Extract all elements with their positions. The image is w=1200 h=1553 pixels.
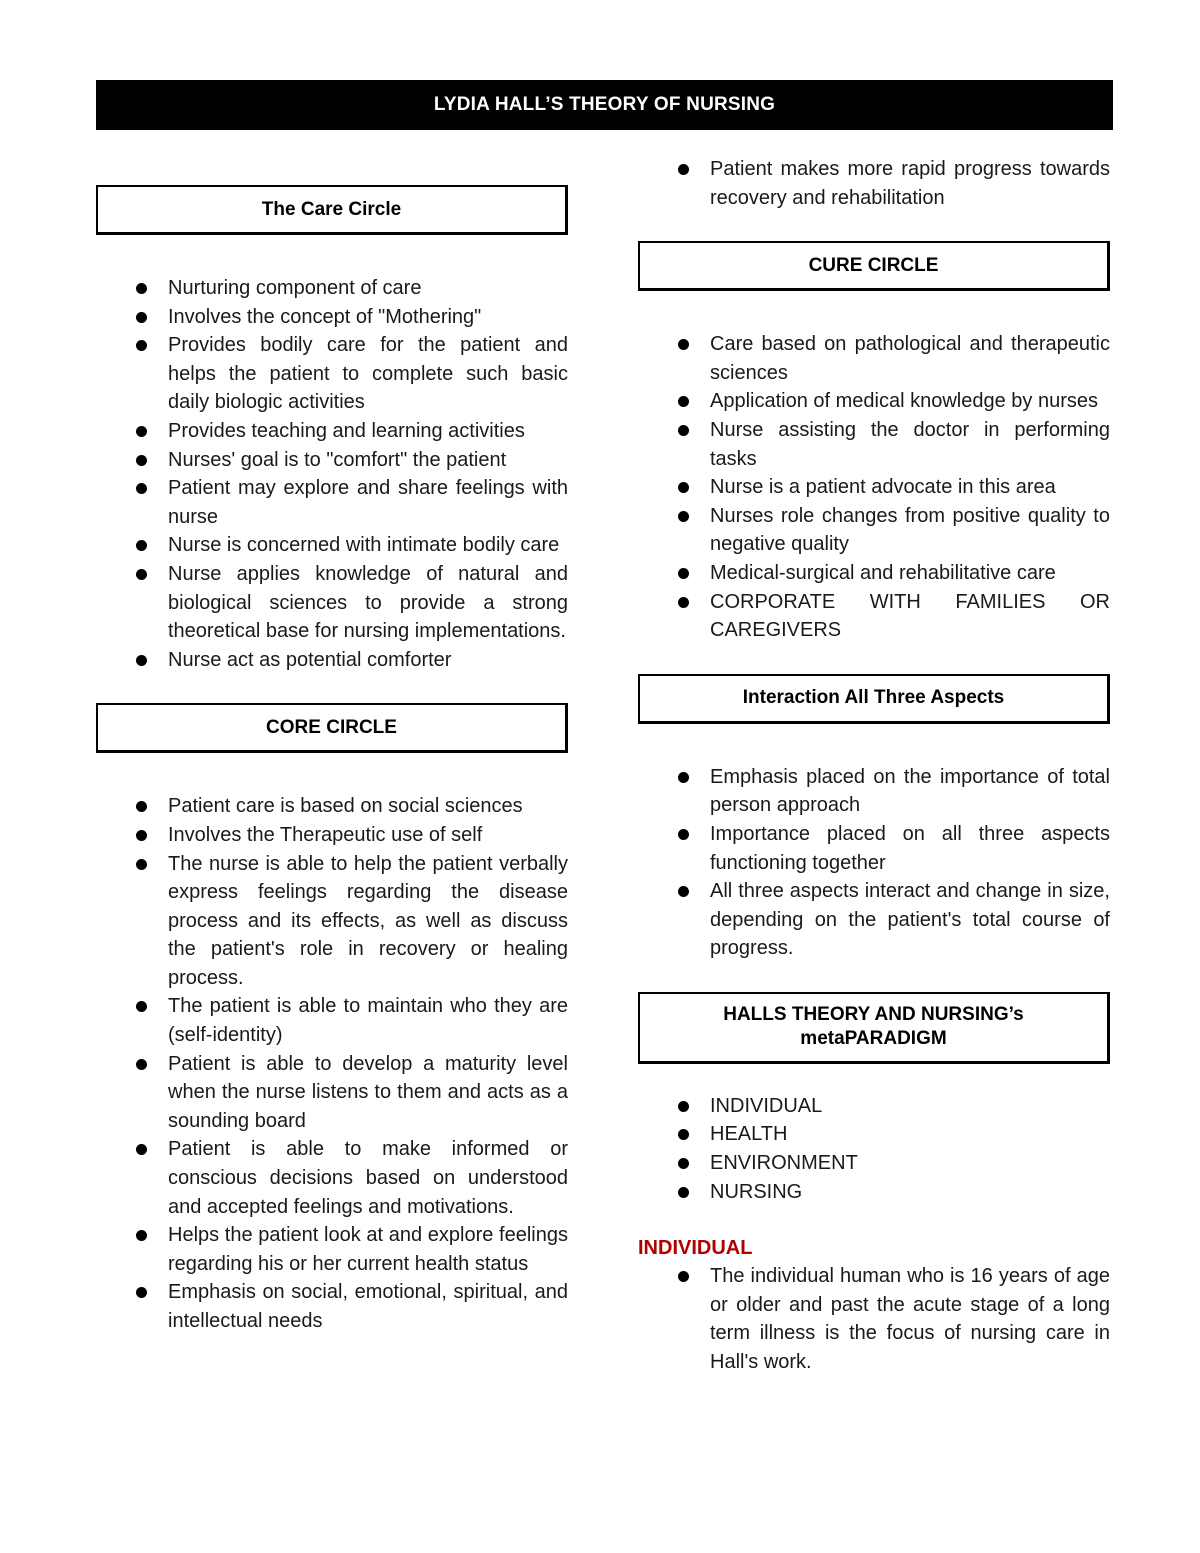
list-item <box>96 850 568 993</box>
bullet-icon <box>136 830 147 841</box>
care-circle-heading: The Care Circle <box>96 185 568 235</box>
list-item-text: NURSING <box>710 1180 803 1203</box>
list-item-text: Patient is able to make informed or conscious decisions based on understood and accepted feelings and motivations. <box>168 1138 568 1218</box>
list-item-text: Patient care is based on social sciences <box>168 795 523 818</box>
metaparadigm-heading <box>638 992 1110 1064</box>
bullet-icon <box>136 340 147 351</box>
list-item <box>638 1120 1110 1149</box>
list-item-text: Involves the concept of "Mothering" <box>168 305 482 328</box>
list-item <box>96 1050 568 1136</box>
list-item <box>638 387 1110 416</box>
list-item-text: Patient may explore and share feelings with nurse <box>168 477 568 528</box>
care-circle-list <box>96 274 568 674</box>
bullet-icon <box>678 1271 689 1282</box>
list-item-text: Care based on pathological and therapeutic sciences <box>710 333 1110 384</box>
list-item-text: Nurses role changes from positive quality to negative quality <box>710 504 1110 556</box>
list-item-text: Patient makes more rapid progress towards recovery and rehabilitation <box>710 158 1110 209</box>
bullet-icon <box>678 1187 689 1198</box>
bullet-icon <box>678 425 689 436</box>
list-item <box>638 1178 1110 1207</box>
list-item-text: Nurse is a patient advocate in this area <box>710 476 1056 499</box>
list-item-text: The individual human who is 16 years of age or older and past the acute stage of a long term illness is the focus of nursing care in Hall's work. <box>710 1265 1110 1374</box>
list-item <box>96 1278 568 1335</box>
bullet-icon <box>136 1144 147 1155</box>
bullet-icon <box>678 482 689 493</box>
bullet-icon <box>678 829 689 840</box>
list-item-text: Helps the patient look at and explore feelings regarding his or her current health status <box>168 1224 568 1275</box>
list-item-text: Medical-surgical and rehabilitative care <box>710 561 1056 584</box>
list-item <box>638 1262 1110 1376</box>
list-item <box>638 416 1110 473</box>
core-circle-heading: CORE CIRCLE <box>96 703 568 753</box>
metaparadigm-heading-line1: HALLS THEORY AND NURSING’s <box>723 1004 1024 1026</box>
list-item-text: Emphasis placed on the importance of total person approach <box>710 765 1110 817</box>
list-item-text: Importance placed on all three aspects functioning together <box>710 822 1110 874</box>
left-column <box>96 185 568 1336</box>
list-item-text: HEALTH <box>710 1123 788 1146</box>
list-item <box>96 560 568 646</box>
list-item-text: Patient is able to develop a maturity level when the nurse listens to them and acts as a sounding board <box>168 1052 568 1132</box>
document-title: LYDIA HALL’S THEORY OF NURSING <box>96 80 1113 130</box>
list-item-text: Emphasis on social, emotional, spiritual, and intellectual needs <box>168 1281 568 1332</box>
list-item-text: Application of medical knowledge by nurses <box>710 390 1098 413</box>
bullet-icon <box>678 597 689 608</box>
bullet-icon <box>678 1129 689 1140</box>
list-item <box>638 1092 1110 1121</box>
interaction-heading: Interaction All Three Aspects <box>638 674 1110 724</box>
bullet-icon <box>136 1230 147 1241</box>
bullet-icon <box>136 312 147 323</box>
list-item-text: Involves the Therapeutic use of self <box>168 823 483 846</box>
list-item <box>638 155 1110 212</box>
interaction-list <box>638 763 1110 963</box>
bullet-icon <box>136 540 147 551</box>
list-item <box>638 502 1110 559</box>
bullet-icon <box>136 1287 147 1298</box>
bullet-icon <box>678 511 689 522</box>
list-item <box>96 1221 568 1278</box>
bullet-icon <box>136 483 147 494</box>
list-item-text: INDIVIDUAL <box>710 1094 823 1117</box>
bullet-icon <box>136 455 147 466</box>
metaparadigm-heading-line2: metaPARADIGM <box>800 1028 947 1050</box>
metaparadigm-list <box>638 1092 1110 1206</box>
list-item <box>638 588 1110 645</box>
list-item <box>638 820 1110 877</box>
core-circle-list <box>96 792 568 1335</box>
bullet-icon <box>678 886 689 897</box>
list-item-text: All three aspects interact and change in size, depending on the patient's total course of progress. <box>710 880 1110 960</box>
list-item-text: The patient is able to maintain who they are (self-identity) <box>168 995 568 1047</box>
list-item <box>96 531 568 560</box>
list-item <box>96 274 568 303</box>
list-item <box>96 821 568 850</box>
bullet-icon <box>136 569 147 580</box>
bullet-icon <box>678 1101 689 1112</box>
list-item-text: Nurse is concerned with intimate bodily care <box>168 534 560 557</box>
list-item <box>638 330 1110 387</box>
bullet-icon <box>136 1001 147 1012</box>
list-item <box>638 473 1110 502</box>
list-item-text: Nurse applies knowledge of natural and biological sciences to provide a strong theoretical base for nursing implementations. <box>168 562 568 643</box>
continued-list <box>638 155 1110 212</box>
individual-heading: INDIVIDUAL <box>638 1237 753 1260</box>
list-item <box>638 877 1110 963</box>
list-item-text: Nurses' goal is to "comfort" the patient <box>168 448 507 471</box>
bullet-icon <box>136 801 147 812</box>
list-item <box>96 331 568 417</box>
bullet-icon <box>136 859 147 870</box>
list-item-text: CORPORATE WITH FAMILIES OR CAREGIVERS <box>710 590 1110 642</box>
list-item <box>638 559 1110 588</box>
bullet-icon <box>678 772 689 783</box>
bullet-icon <box>678 164 689 175</box>
list-item <box>638 763 1110 820</box>
bullet-icon <box>136 426 147 437</box>
right-column <box>638 155 1110 1377</box>
bullet-icon <box>678 1158 689 1169</box>
cure-circle-heading: CURE CIRCLE <box>638 241 1110 291</box>
list-item-text: The nurse is able to help the patient verbally express feelings regarding the disease process and its effects, as well as discuss the patient's role in recovery or healing process. <box>168 852 568 989</box>
list-item-text: Provides bodily care for the patient and helps the patient to complete such basic daily biologic activities <box>168 334 568 414</box>
list-item <box>96 446 568 475</box>
list-item-text: Provides teaching and learning activities <box>168 419 525 442</box>
cure-circle-list <box>638 330 1110 645</box>
list-item <box>638 1149 1110 1178</box>
list-item <box>96 992 568 1049</box>
list-item-text: Nurse act as potential comforter <box>168 648 452 671</box>
list-item <box>96 417 568 446</box>
bullet-icon <box>136 283 147 294</box>
bullet-icon <box>678 396 689 407</box>
bullet-icon <box>136 655 147 666</box>
list-item <box>96 792 568 821</box>
list-item <box>96 303 568 332</box>
bullet-icon <box>678 568 689 579</box>
individual-list <box>638 1262 1110 1376</box>
list-item <box>96 646 568 675</box>
list-item <box>96 1135 568 1221</box>
list-item-text: ENVIRONMENT <box>710 1152 858 1175</box>
bullet-icon <box>678 339 689 350</box>
bullet-icon <box>136 1059 147 1070</box>
list-item-text: Nurse assisting the doctor in performing tasks <box>710 418 1110 470</box>
list-item-text: Nurturing component of care <box>168 277 422 299</box>
list-item <box>96 474 568 531</box>
